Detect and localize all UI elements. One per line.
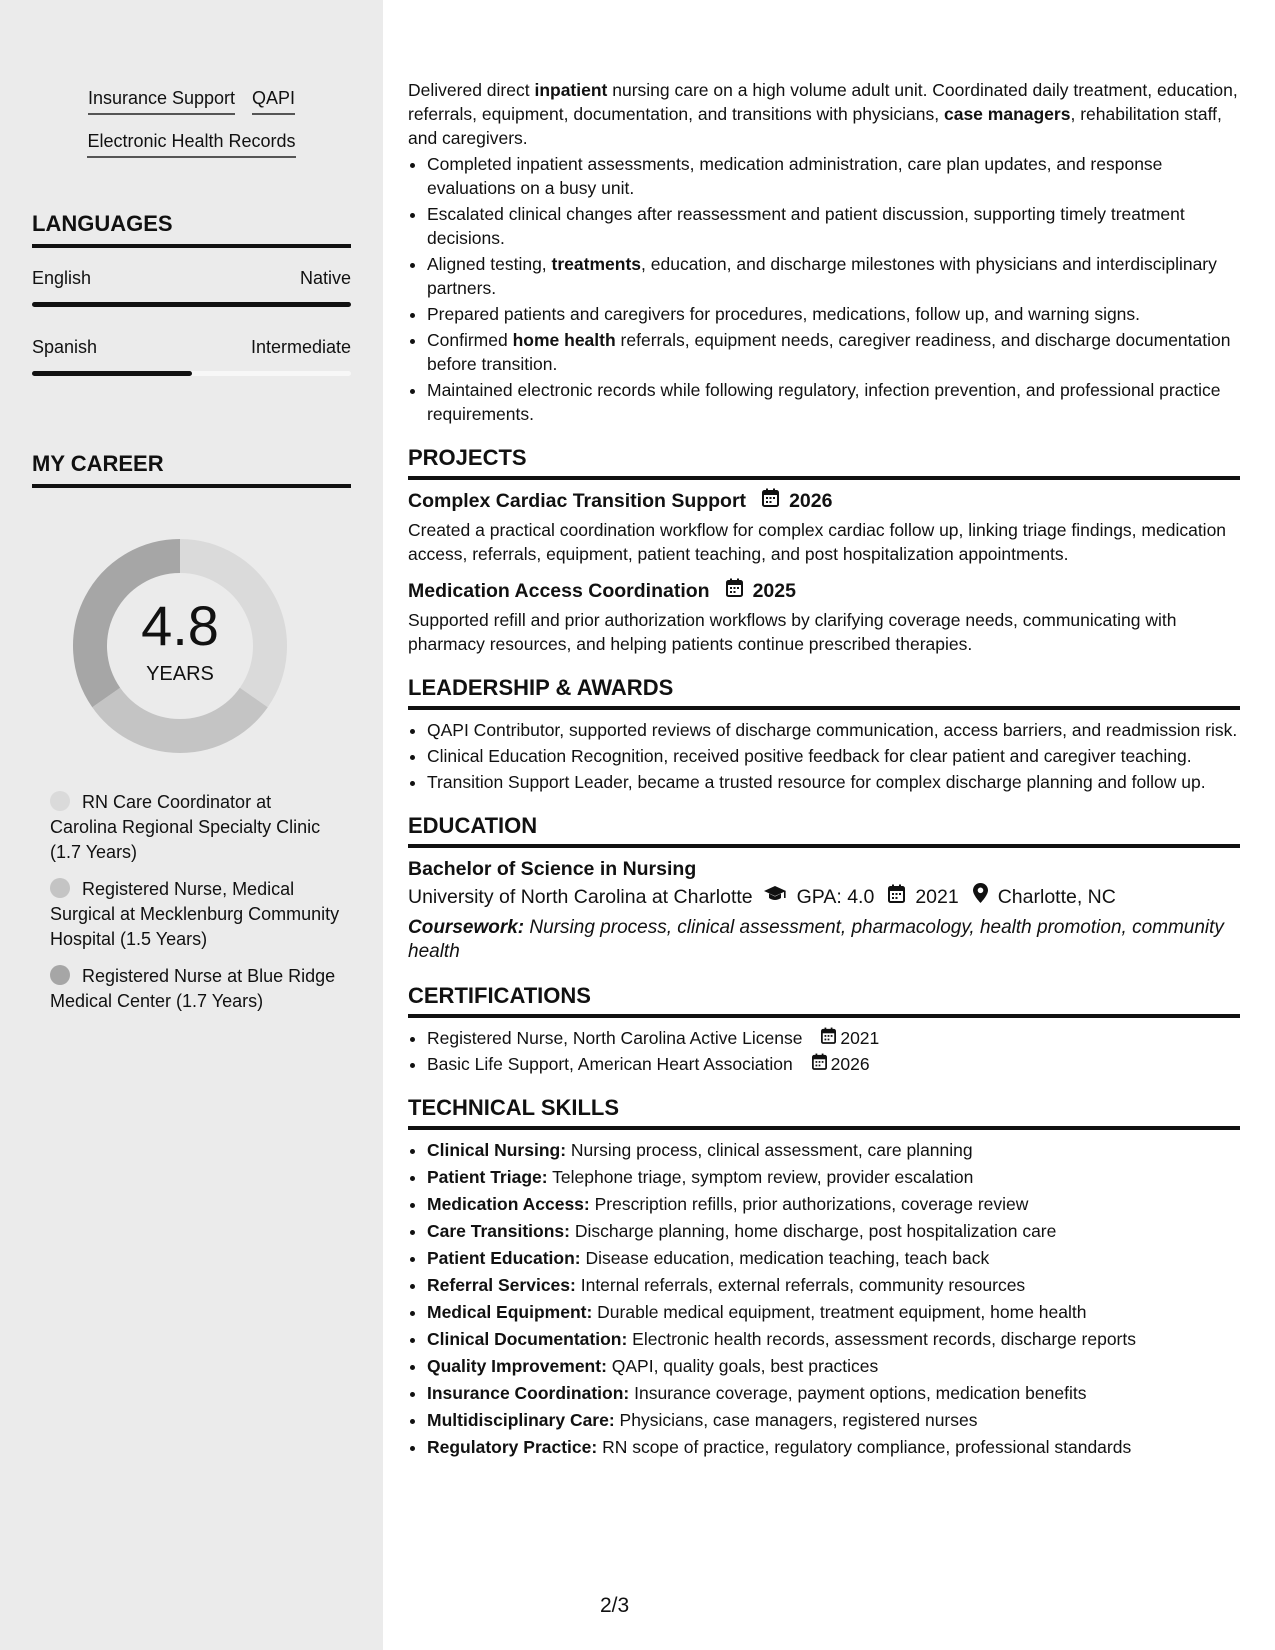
graduation-year: 2021 [915, 886, 959, 908]
skill-item [427, 1408, 1240, 1432]
project-year: 2025 [752, 580, 796, 602]
location-pin-icon [973, 882, 988, 912]
calendar-icon [762, 488, 779, 514]
skill-item [427, 1273, 1240, 1297]
text-segment: Aligned testing, [427, 254, 552, 274]
calendar-icon [821, 1026, 836, 1050]
language-level: Intermediate [250, 337, 351, 357]
language-item [32, 266, 351, 307]
skill-item [427, 1219, 1240, 1243]
school-name: University of North Carolina at Charlotte [408, 886, 753, 908]
skill-tags [32, 86, 351, 172]
language-bar-fill [32, 302, 351, 307]
text-segment: Prepared patients and caregivers for procedures, medications, follow up, and warning signs. [427, 304, 1141, 324]
project-title: Complex Cardiac Transition Support [408, 490, 747, 512]
gpa: GPA: 4.0 [796, 886, 875, 908]
experience-bullet [427, 302, 1240, 326]
skill-value: Prescription refills, prior authorizations, coverage review [589, 1194, 1029, 1214]
skill-label: Multidisciplinary Care: [427, 1410, 615, 1430]
skill-item [427, 1138, 1240, 1162]
project-item [408, 578, 1240, 656]
skill-item [427, 1300, 1240, 1324]
calendar-icon [726, 578, 743, 604]
career-legend-item [50, 877, 340, 952]
language-bar [32, 302, 351, 307]
calendar-icon [812, 1052, 827, 1076]
skill-label: Insurance Coordination: [427, 1383, 630, 1403]
legend-dot [50, 878, 70, 898]
skill-tag: Insurance Support [88, 86, 235, 115]
certifications-list [408, 1026, 1240, 1076]
skill-item [427, 1192, 1240, 1216]
certification-item [427, 1052, 1240, 1076]
technical-skills-heading: TECHNICAL SKILLS [408, 1094, 1240, 1130]
bold-text: case managers [943, 104, 1071, 124]
language-level: Native [299, 268, 351, 288]
leadership-heading: LEADERSHIP & AWARDS [408, 674, 1240, 710]
skill-item [427, 1381, 1240, 1405]
education-details [408, 882, 1240, 912]
skill-label: Quality Improvement: [427, 1356, 607, 1376]
certification-name: Registered Nurse, North Carolina Active License [427, 1028, 803, 1048]
skill-item [427, 1354, 1240, 1378]
leadership-item: • Transition Support Leader, became a trusted resource for complex discharge planning and follow up. [427, 770, 1240, 794]
leadership-list [408, 718, 1240, 794]
language-name: Spanish [32, 337, 98, 357]
coursework-text: Nursing process, clinical assessment, pharmacology, health promotion, community health [408, 917, 1224, 962]
education-heading: EDUCATION [408, 812, 1240, 848]
projects-heading: PROJECTS [408, 444, 1240, 480]
degree-title: Bachelor of Science in Nursing [408, 858, 697, 880]
page-number: 2/3 [600, 1594, 630, 1617]
language-bar [32, 371, 351, 376]
skill-label: Patient Education: [427, 1248, 581, 1268]
skill-label: Clinical Nursing: [427, 1140, 567, 1160]
skill-tag: Electronic Health Records [87, 129, 295, 158]
coursework-label: Coursework: [408, 917, 525, 938]
bold-text: home health [512, 330, 616, 350]
project-year: 2026 [789, 490, 833, 512]
skill-value: Telephone triage, symptom review, provider escalation [547, 1167, 974, 1187]
certifications-heading: CERTIFICATIONS [408, 982, 1240, 1018]
career-item-text: Registered Nurse, Medical Surgical at Mecklenburg Community Hospital (1.5 Years) [50, 879, 340, 949]
text-segment: Escalated clinical changes after reassessment and patient discussion, supporting timely treatment decisions. [427, 204, 1185, 248]
career-item-text: Registered Nurse at Blue Ridge Medical Center (1.7 Years) [50, 966, 336, 1011]
skill-item [427, 1435, 1240, 1459]
project-description: Supported refill and prior authorization workflows by clarifying coverage needs, communicating with pharmacy resources, and helping patients continue prescribed therapies. [408, 610, 1177, 654]
skill-value: RN scope of practice, regulatory compliance, professional standards [597, 1437, 1132, 1457]
skill-value: Electronic health records, assessment records, discharge reports [627, 1329, 1136, 1349]
experience-bullet [427, 202, 1240, 250]
calendar-icon [888, 882, 905, 912]
certification-name: Basic Life Support, American Heart Association [427, 1054, 793, 1074]
graduation-cap-icon [763, 882, 787, 912]
text-segment: Confirmed [427, 330, 513, 350]
text-segment: , education, and discharge milestones with physicians and interdisciplinary partners. [427, 254, 1217, 298]
language-name: English [32, 268, 92, 288]
certification-year: 2026 [830, 1054, 870, 1074]
main-content [408, 78, 1240, 1462]
technical-skills-list [408, 1138, 1240, 1459]
bold-text: treatments [551, 254, 642, 274]
skill-label: Referral Services: [427, 1275, 576, 1295]
text-segment: nursing care on a high volume adult unit. Coordinated daily treatment, education, referrals, equipment, documentation, and transitions with physicians, [408, 80, 1238, 124]
career-total-value: 4.8 [141, 594, 219, 657]
experience-bullet [427, 328, 1240, 376]
experience-bullet [427, 152, 1240, 200]
experience-bullets [408, 152, 1240, 426]
career-donut-chart [62, 528, 298, 764]
skill-item [427, 1246, 1240, 1270]
skill-label: Medical Equipment: [427, 1302, 593, 1322]
experience-bullet [427, 378, 1240, 426]
text-segment: referrals, equipment needs, caregiver readiness, and discharge documentation before transition. [427, 330, 1231, 374]
leadership-item: • Clinical Education Recognition, received positive feedback for clear patient and caregiver teaching. [427, 744, 1240, 768]
certification-year: 2021 [840, 1028, 880, 1048]
text-segment: Maintained electronic records while following regulatory, infection prevention, and professional practice requirements. [427, 380, 1221, 424]
leadership-item: • QAPI Contributor, supported reviews of discharge communication, access barriers, and readmission risk. [427, 718, 1240, 742]
tag-row [32, 86, 351, 115]
skill-label: Medication Access: [427, 1194, 590, 1214]
project-title: Medication Access Coordination [408, 580, 710, 602]
language-item [32, 335, 351, 376]
skill-value: Durable medical equipment, treatment equipment, home health [592, 1302, 1087, 1322]
skill-value: Internal referrals, external referrals, community resources [575, 1275, 1026, 1295]
text-segment: Delivered direct [408, 80, 535, 100]
certification-item [427, 1026, 1240, 1050]
skill-value: Insurance coverage, payment options, medication benefits [629, 1383, 1087, 1403]
career-legend [50, 790, 340, 1026]
skill-value: Discharge planning, home discharge, post hospitalization care [569, 1221, 1057, 1241]
tag-row [32, 129, 351, 158]
experience-bullet [427, 252, 1240, 300]
skill-value: Disease education, medication teaching, teach back [580, 1248, 990, 1268]
skill-label: Clinical Documentation: [427, 1329, 628, 1349]
career-item-text: RN Care Coordinator at Carolina Regional Specialty Clinic (1.7 Years) [50, 792, 321, 862]
legend-dot [50, 965, 70, 985]
career-legend-item [50, 964, 340, 1014]
career-total-unit: YEARS [146, 663, 214, 685]
career-legend-item [50, 790, 340, 865]
project-description: Created a practical coordination workflow for complex cardiac follow up, linking triage findings, medication access, referrals, equipment, patient teaching, and post hospitalization appointments. [408, 520, 1227, 564]
legend-dot [50, 791, 70, 811]
coursework [408, 916, 1240, 964]
skill-label: Regulatory Practice: [427, 1437, 598, 1457]
school-location: Charlotte, NC [997, 886, 1116, 908]
bold-text: inpatient [534, 80, 608, 100]
skill-tag: QAPI [252, 86, 295, 115]
language-bar-fill [32, 371, 192, 376]
skill-label: Patient Triage: [427, 1167, 548, 1187]
project-item [408, 488, 1240, 566]
skill-item [427, 1327, 1240, 1351]
sidebar [0, 0, 383, 1650]
skill-value: QAPI, quality goals, best practices [606, 1356, 879, 1376]
career-heading: MY CAREER [32, 450, 351, 488]
skill-value: Physicians, case managers, registered nurses [614, 1410, 978, 1430]
experience-summary [408, 78, 1240, 150]
skill-item [427, 1165, 1240, 1189]
skill-value: Nursing process, clinical assessment, care planning [566, 1140, 973, 1160]
languages-heading: LANGUAGES [32, 210, 351, 248]
skill-label: Care Transitions: [427, 1221, 570, 1241]
text-segment: Completed inpatient assessments, medication administration, care plan updates, and response evaluations on a busy unit. [427, 154, 1163, 198]
text-segment: , rehabilitation staff, and caregivers. [408, 104, 1222, 148]
